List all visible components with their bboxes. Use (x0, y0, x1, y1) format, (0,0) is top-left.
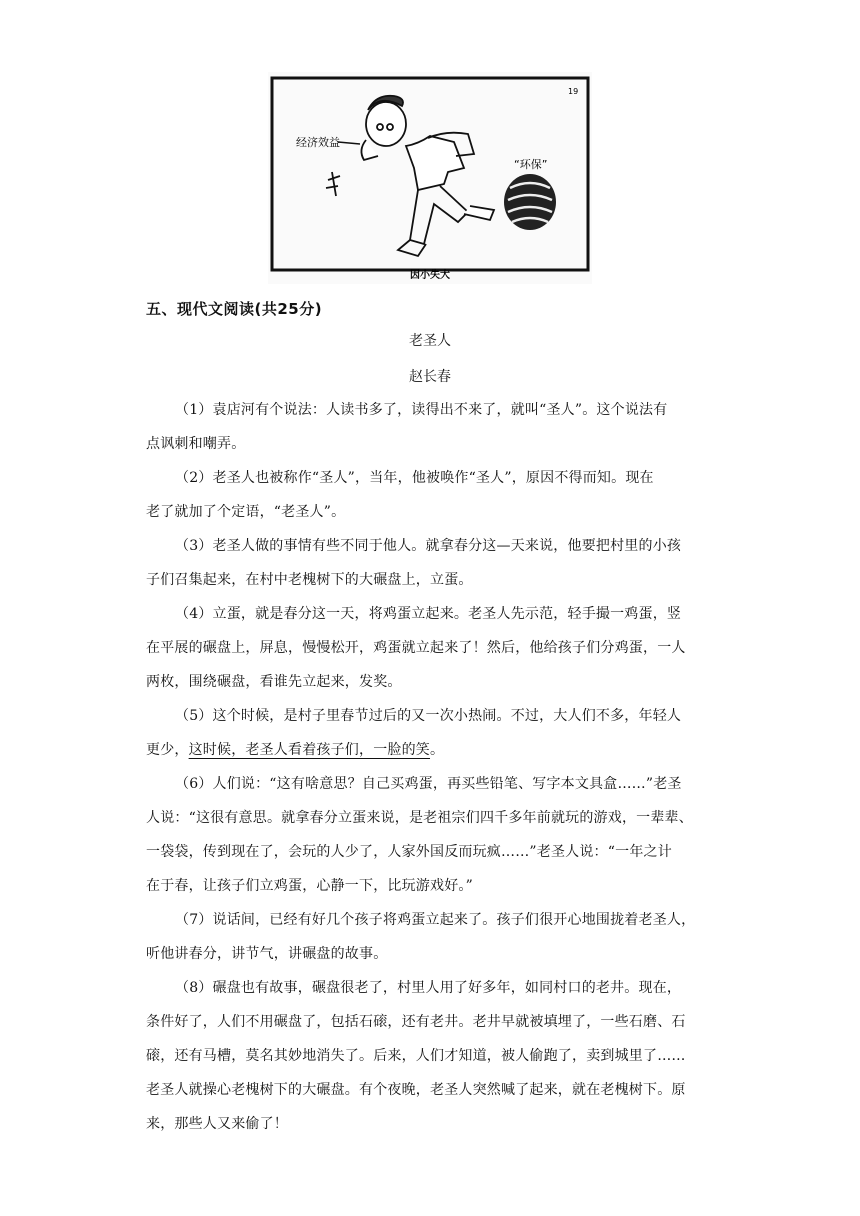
paragraph-8 (146, 971, 716, 1141)
paragraph-line: （2）老圣人也被称作“圣人”，当年，他被唤作“圣人”，原因不得而知。现在 (175, 470, 654, 486)
paragraph-line: 在于春，让孩子们立鸡蛋，心静一下，比玩游戏好。” (146, 878, 473, 894)
paragraph-1 (146, 393, 716, 461)
line-text: 更少， (146, 742, 189, 758)
cartoon-figure (268, 72, 592, 284)
label-env: “环保” (514, 158, 548, 171)
paragraph-line: 条件好了，人们不用碾盘了，包括石磙，还有老井。老井早就被填埋了，一些石磨、石 (146, 1014, 686, 1030)
paragraph-7 (146, 903, 716, 971)
page-mark: 19 (568, 87, 579, 96)
paragraph-line: 老了就加了个定语，“老圣人”。 (146, 504, 346, 520)
label-economy: 经济效益 (296, 136, 340, 149)
paragraph-line: 磙，还有马槽，莫名其妙地消失了。后来，人们才知道，被人偷跑了，卖到城里了…… (146, 1048, 686, 1064)
paragraph-3 (146, 529, 716, 597)
underlined-sentence: 这时候，老圣人看着孩子们，一脸的笑 (188, 742, 431, 758)
section-heading: 五、现代文阅读(共25分) (146, 300, 323, 318)
paragraph-line: 老圣人就操心老槐树下的大碾盘。有个夜晚，老圣人突然喊了起来，就在老槐树下。原 (146, 1082, 686, 1098)
paragraph-2 (146, 461, 716, 529)
paragraph-4 (146, 597, 716, 699)
paragraph-line: （7）说话间，已经有好几个孩子将鸡蛋立起来了。孩子们很开心地围拢着老圣人， (175, 912, 696, 928)
paragraph-6 (146, 767, 716, 903)
paragraph-line: （3）老圣人做的事情有些不同于他人。就拿春分这—天来说，他要把村里的小孩 (175, 538, 682, 554)
paragraph-line: 来，那些人又来偷了！ (146, 1116, 288, 1132)
paragraph-line: 两枚，围绕碾盘，看谁先立起来，发奖。 (146, 674, 402, 690)
article-author: 赵长春 (409, 369, 451, 385)
watermelon-icon (504, 174, 556, 230)
line-end: 。 (430, 742, 445, 758)
article-title: 老圣人 (409, 333, 451, 349)
paragraph-line: 听他讲春分，讲节气，讲碾盘的故事。 (146, 946, 388, 962)
paragraph-line (146, 733, 716, 767)
paragraph-line: 点讽刺和嘲弄。 (146, 436, 246, 452)
paragraph-line: 在平展的碾盘上，屏息，慢慢松开，鸡蛋就立起来了！然后，他给孩子们分鸡蛋，一人 (146, 640, 686, 656)
paragraph-line: （5）这个时候，是村子里春节过后的又一次小热闹。不过，大人们不多，年轻人 (175, 708, 682, 724)
cartoon-caption: 因小失大 (410, 270, 450, 281)
paragraph-line: （8）碾盘也有故事，碾盘很老了，村里人用了好多年，如同村口的老井。现在， (175, 980, 682, 996)
paragraph-line: 一袋袋，传到现在了，会玩的人少了，人家外国反而玩疯……”老圣人说：“一年之计 (146, 844, 672, 860)
paragraph-5 (146, 699, 716, 767)
paragraph-line: （6）人们说：“这有啥意思？自己买鸡蛋，再买些铅笔、写字本文具盒……”老圣 (175, 776, 682, 792)
paragraph-line: （1）袁店河有个说法：人读书多了，读得出不来了，就叫“圣人”。这个说法有 (175, 402, 668, 418)
paragraph-line: （4）立蛋，就是春分这一天，将鸡蛋立起来。老圣人先示范，轻手撮一鸡蛋，竖 (175, 606, 682, 622)
paragraph-line: 人说：“这很有意思。就拿春分立蛋来说，是老祖宗们四千多年前就玩的游戏，一辈辈、 (146, 810, 693, 826)
paragraph-line: 子们召集起来，在村中老槐树下的大碾盘上，立蛋。 (146, 572, 473, 588)
